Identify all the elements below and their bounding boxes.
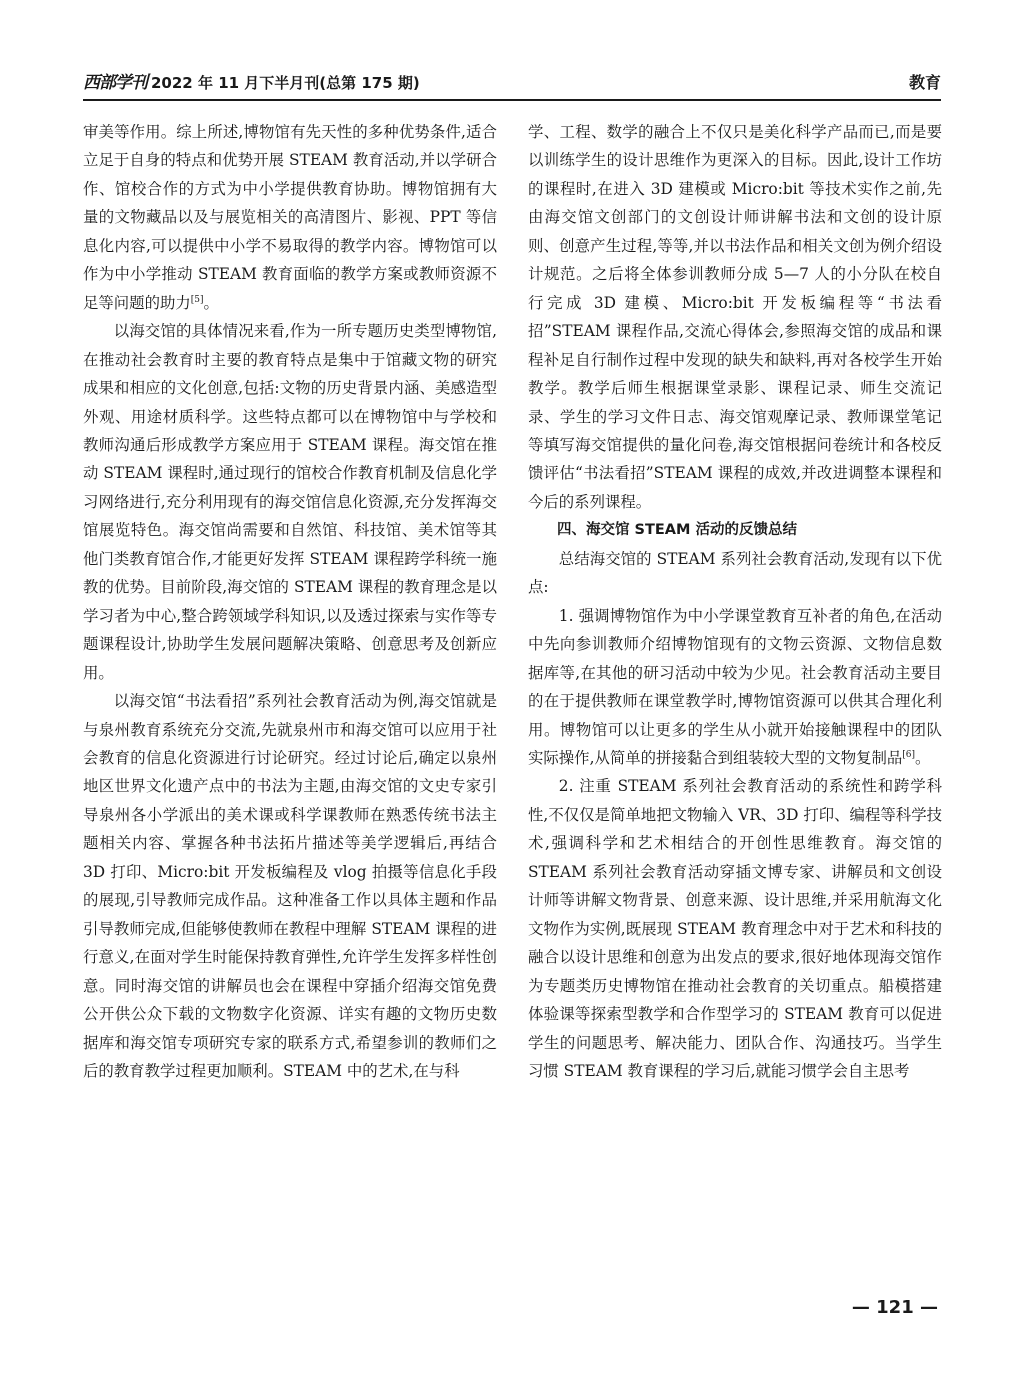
right-column: [528, 118, 942, 1085]
paragraph-end: 。: [915, 748, 931, 767]
paragraph: 学、工程、数学的融合上不仅只是美化科学产品而已,而是要以训练学生的设计思维作为更深入的目标。因此,设计工作坊的课程时,在进入 3D 建模或 Micro:bit 等技术实作之前,先由海交馆文创部门的文创设计师讲解书法和文创的设计原则、创意产生过程,等等,并以书法作品和相关文创为例介绍设计规范。之后将全体参训教师分成 5—7 人的小分队在校自行完成 3D 建模、Micro:bit 开发板编程等“书法看招”STEAM 课程作品,交流心得体会,参照海交馆的成品和课程补足自行制作过程中发现的缺失和缺料,再对各校学生开始教学。教学后师生根据课堂录影、课程记录、师生交流记录、学生的学习文件日志、海交馆观摩记录、教师课堂笔记等填写海交馆提供的量化问卷,海交馆根据问卷统计和各校反馈评估“书法看招”STEAM 课程的成效,并改进调整本课程和今后的系列课程。: [528, 123, 942, 511]
paragraph-text: 1. 强调博物馆作为中小学课堂教育互补者的角色,在活动中先向参训教师介绍博物馆现有的文物云资源、文物信息数据库等,在其他的研习活动中较为少见。社会教育活动主要目的在于提供教师在课堂教学时,博物馆资源可以供其合理化利用。博物馆可以让更多的学生从小就开始接触课程中的团队实际操作,从简单的拼接黏合到组装较大型的文物复制品: [528, 606, 942, 767]
issue-info: 2022 年 11 月下半月刊(总第 175 期): [151, 74, 420, 92]
left-column: [83, 118, 497, 1085]
section-name: 教育: [908, 73, 941, 92]
paragraph: [83, 118, 497, 317]
paragraph: 以海交馆“书法看招”系列社会教育活动为例,海交馆就是与泉州教育系统充分交流,先就泉州市和海交馆可以应用于社会教育的信息化资源进行讨论研究。经过讨论后,确定以泉州地区世界文化遗产点中的书法为主题,由海交馆的文史专家引导泉州各小学派出的美术课或科学课教师在熟悉传统书法主题相关内容、掌握各种书法拓片描述等美学逻辑后,再结合 3D 打印、Micro:bit 开发板编程及 vlog 拍摄等信息化手段的展现,引导教师完成作品。这种准备工作以具体主题和作品引导教师完成,但能够使教师在教程中理解 STEAM 课程的进行意义,在面对学生时能保持教育弹性,允许学生发挥多样性创意。同时海交馆的讲解员也会在课程中穿插介绍海交馆免费公开供公众下载的文物数字化资源、详实有趣的文物历史数据库和海交馆专项研究专家的联系方式,希望参训的教师们之后的教育教学过程更加顺利。STEAM 中的艺术,在与科: [83, 692, 497, 1080]
citation-ref: [5]: [190, 294, 204, 305]
paragraph: 总结海交馆的 STEAM 系列社会教育活动,发现有以下优点:: [528, 549, 942, 597]
journal-logo: 西部学刊: [83, 73, 147, 93]
paragraph: [528, 602, 942, 773]
header-rule: [83, 99, 941, 101]
page-number: — 121 —: [851, 1297, 938, 1318]
paragraph: 2. 注重 STEAM 系列社会教育活动的系统性和跨学科性,不仅仅是简单地把文物输入 VR、3D 打印、编程等科学技术,强调科学和艺术相结合的开创性思维教育。海交馆的 STEAM 系列社会教育活动穿插文博专家、讲解员和文创设计师等讲解文物背景、创意来源、设计思维,并采用航海文化文物作为实例,既展现 STEAM 教育理念中对于艺术和科技的融合以设计思维和创意为出发点的要求,很好地体现海交馆作为专题类历史博物馆在推动社会教育的关切重点。船模搭建体验课等探索型教学和合作型学习的 STEAM 教育可以促进学生的问题思考、解决能力、团队合作、沟通技巧。当学生习惯 STEAM 教育课程的学习后,就能习惯学会自主思考: [528, 777, 942, 1080]
paragraph: 以海交馆的具体情况来看,作为一所专题历史类型博物馆,在推动社会教育时主要的教育特点是集中于馆藏文物的研究成果和相应的文化创意,包括:文物的历史背景内涵、美感造型外观、用途材质科学。这些特点都可以在博物馆中与学校和教师沟通后形成教学方案应用于 STEAM 课程。海交馆在推动 STEAM 课程时,通过现行的馆校合作教育机制及信息化学习网络进行,充分利用现有的海交馆信息化资源,充分发挥海交馆展览特色。海交馆尚需要和自然馆、科技馆、美术馆等其他门类教育馆合作,才能更好发挥 STEAM 课程跨学科统一施教的优势。目前阶段,海交馆的 STEAM 课程的教育理念是以学习者为中心,整合跨领域学科知识,以及透过探索与实作等专题课程设计,协助学生发展问题解决策略、创意思考及创新应用。: [83, 322, 497, 682]
paragraph-end: 。: [203, 293, 219, 312]
running-header: [83, 72, 941, 98]
section-heading: 四、海交馆 STEAM 活动的反馈总结: [557, 522, 797, 539]
paragraph-text: 审美等作用。综上所述,博物馆有先天性的多种优势条件,适合立足于自身的特点和优势开展 STEAM 教育活动,并以学研合作、馆校合作的方式为中小学提供教育协助。博物馆拥有大量的文物藏品以及与展览相关的高清图片、影视、PPT 等信息化内容,可以提供中小学不易取得的教学内容。博物馆可以作为中小学推动 STEAM 教育面临的教学方案或教师资源不足等问题的助力: [83, 123, 497, 312]
citation-ref: [6]: [902, 749, 916, 760]
